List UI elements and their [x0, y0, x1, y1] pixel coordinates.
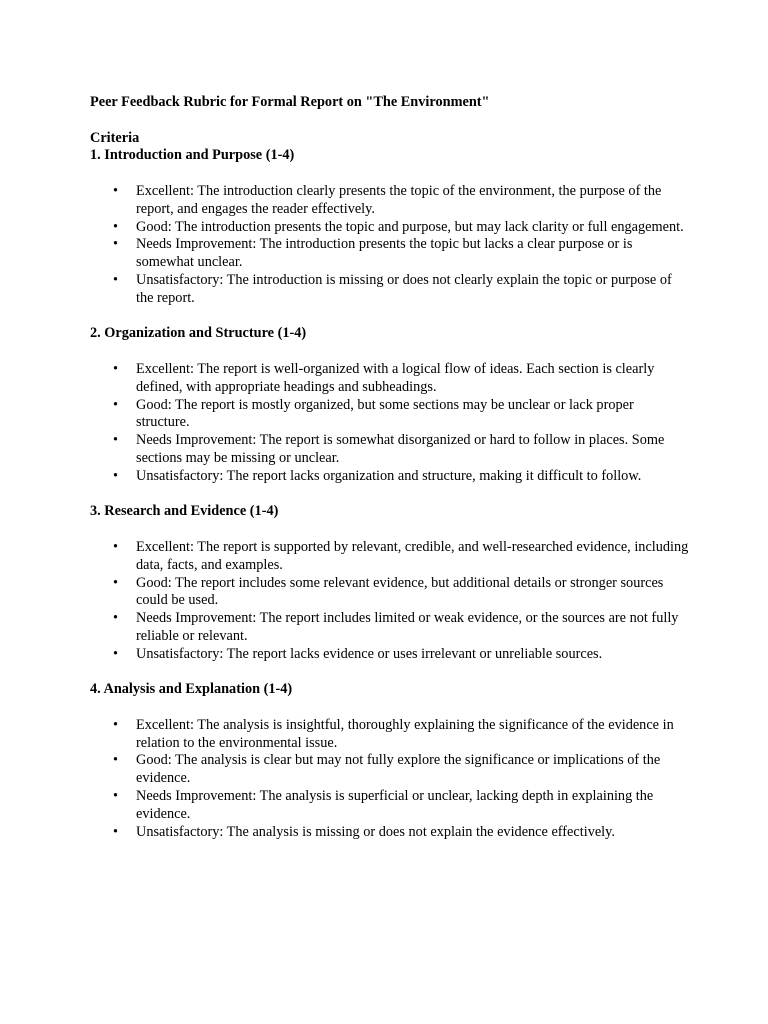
level-description: Excellent: The analysis is insightful, thoroughly explaining the significance of the evidence in relation to the environmental issue. — [136, 716, 674, 751]
bullet-icon: • — [113, 788, 119, 805]
list-item — [113, 236, 690, 272]
rubric-section-analysis — [90, 681, 690, 841]
document-title: Peer Feedback Rubric for Formal Report on "The Environment" — [90, 94, 490, 110]
criteria-level-list — [90, 717, 690, 842]
list-item — [113, 574, 690, 611]
level-description: Needs Improvement: The report includes limited or weak evidence, or the sources are not fully reliable or relevant. — [136, 610, 679, 644]
level-description: Excellent: The report is well-organized with a logical flow of ideas. Each section is clearly defined, with appropriate headings and subheadings. — [136, 360, 655, 395]
list-item — [113, 752, 690, 788]
bullet-icon: • — [113, 752, 119, 769]
list-item — [113, 788, 690, 824]
list-item — [113, 396, 690, 433]
section-heading: 2. Organization and Structure (1-4) — [90, 325, 307, 342]
list-item — [113, 467, 690, 486]
level-description: Unsatisfactory: The report lacks organization and structure, making it difficult to follow. — [136, 467, 642, 484]
criteria-level-list — [90, 361, 690, 486]
bullet-icon: • — [113, 182, 119, 199]
bullet-icon: • — [113, 218, 119, 235]
criteria-level-list — [90, 539, 690, 664]
level-description: Good: The analysis is clear but may not fully explore the significance or implications of the evidence. — [136, 752, 661, 787]
list-item — [113, 610, 690, 646]
list-item — [113, 182, 690, 219]
criteria-label: Criteria — [90, 129, 140, 146]
bullet-icon: • — [113, 610, 119, 627]
list-item — [113, 360, 690, 397]
section-heading: 4. Analysis and Explanation (1-4) — [90, 681, 293, 698]
section-heading: 3. Research and Evidence (1-4) — [90, 503, 279, 520]
bullet-icon: • — [113, 271, 119, 288]
bullet-icon: • — [113, 538, 119, 555]
list-item — [113, 716, 690, 753]
list-item — [113, 218, 690, 237]
document-content — [90, 94, 690, 859]
section-heading: 1. Introduction and Purpose (1-4) — [90, 147, 295, 164]
level-description: Unsatisfactory: The report lacks evidence or uses irrelevant or unreliable sources. — [136, 645, 603, 662]
bullet-icon: • — [113, 467, 119, 484]
level-description: Needs Improvement: The analysis is superficial or unclear, lacking depth in explaining the evidence. — [136, 788, 654, 822]
list-item — [113, 645, 690, 664]
bullet-icon: • — [113, 574, 119, 591]
level-description: Needs Improvement: The report is somewhat disorganized or hard to follow in places. Some sections may be missing or unclear. — [136, 432, 665, 466]
bullet-icon: • — [113, 360, 119, 377]
rubric-section-research — [90, 503, 690, 663]
list-item — [113, 271, 690, 308]
list-item — [113, 432, 690, 468]
list-item — [113, 823, 690, 842]
list-item — [113, 538, 690, 575]
bullet-icon: • — [113, 432, 119, 449]
rubric-section-introduction — [90, 147, 690, 307]
bullet-icon: • — [113, 236, 119, 253]
level-description: Unsatisfactory: The introduction is missing or does not clearly explain the topic or purpose of the report. — [136, 271, 672, 306]
bullet-icon: • — [113, 645, 119, 662]
level-description: Needs Improvement: The introduction presents the topic but lacks a clear purpose or is somewhat unclear. — [136, 236, 633, 271]
level-description: Excellent: The report is supported by relevant, credible, and well-researched evidence, including data, facts, and examples. — [136, 538, 689, 573]
bullet-icon: • — [113, 396, 119, 413]
bullet-icon: • — [113, 716, 119, 733]
rubric-section-organization — [90, 325, 690, 485]
level-description: Good: The introduction presents the topic and purpose, but may lack clarity or full engagement. — [136, 218, 684, 235]
criteria-level-list — [90, 183, 690, 308]
bullet-icon: • — [113, 823, 119, 840]
level-description: Good: The report is mostly organized, but some sections may be unclear or lack proper structure. — [136, 396, 634, 431]
level-description: Excellent: The introduction clearly presents the topic of the environment, the purpose of the report, and engages the reader effectively. — [136, 182, 662, 217]
level-description: Good: The report includes some relevant evidence, but additional details or stronger sources could be used. — [136, 574, 664, 609]
level-description: Unsatisfactory: The analysis is missing or does not explain the evidence effectively. — [136, 823, 615, 840]
